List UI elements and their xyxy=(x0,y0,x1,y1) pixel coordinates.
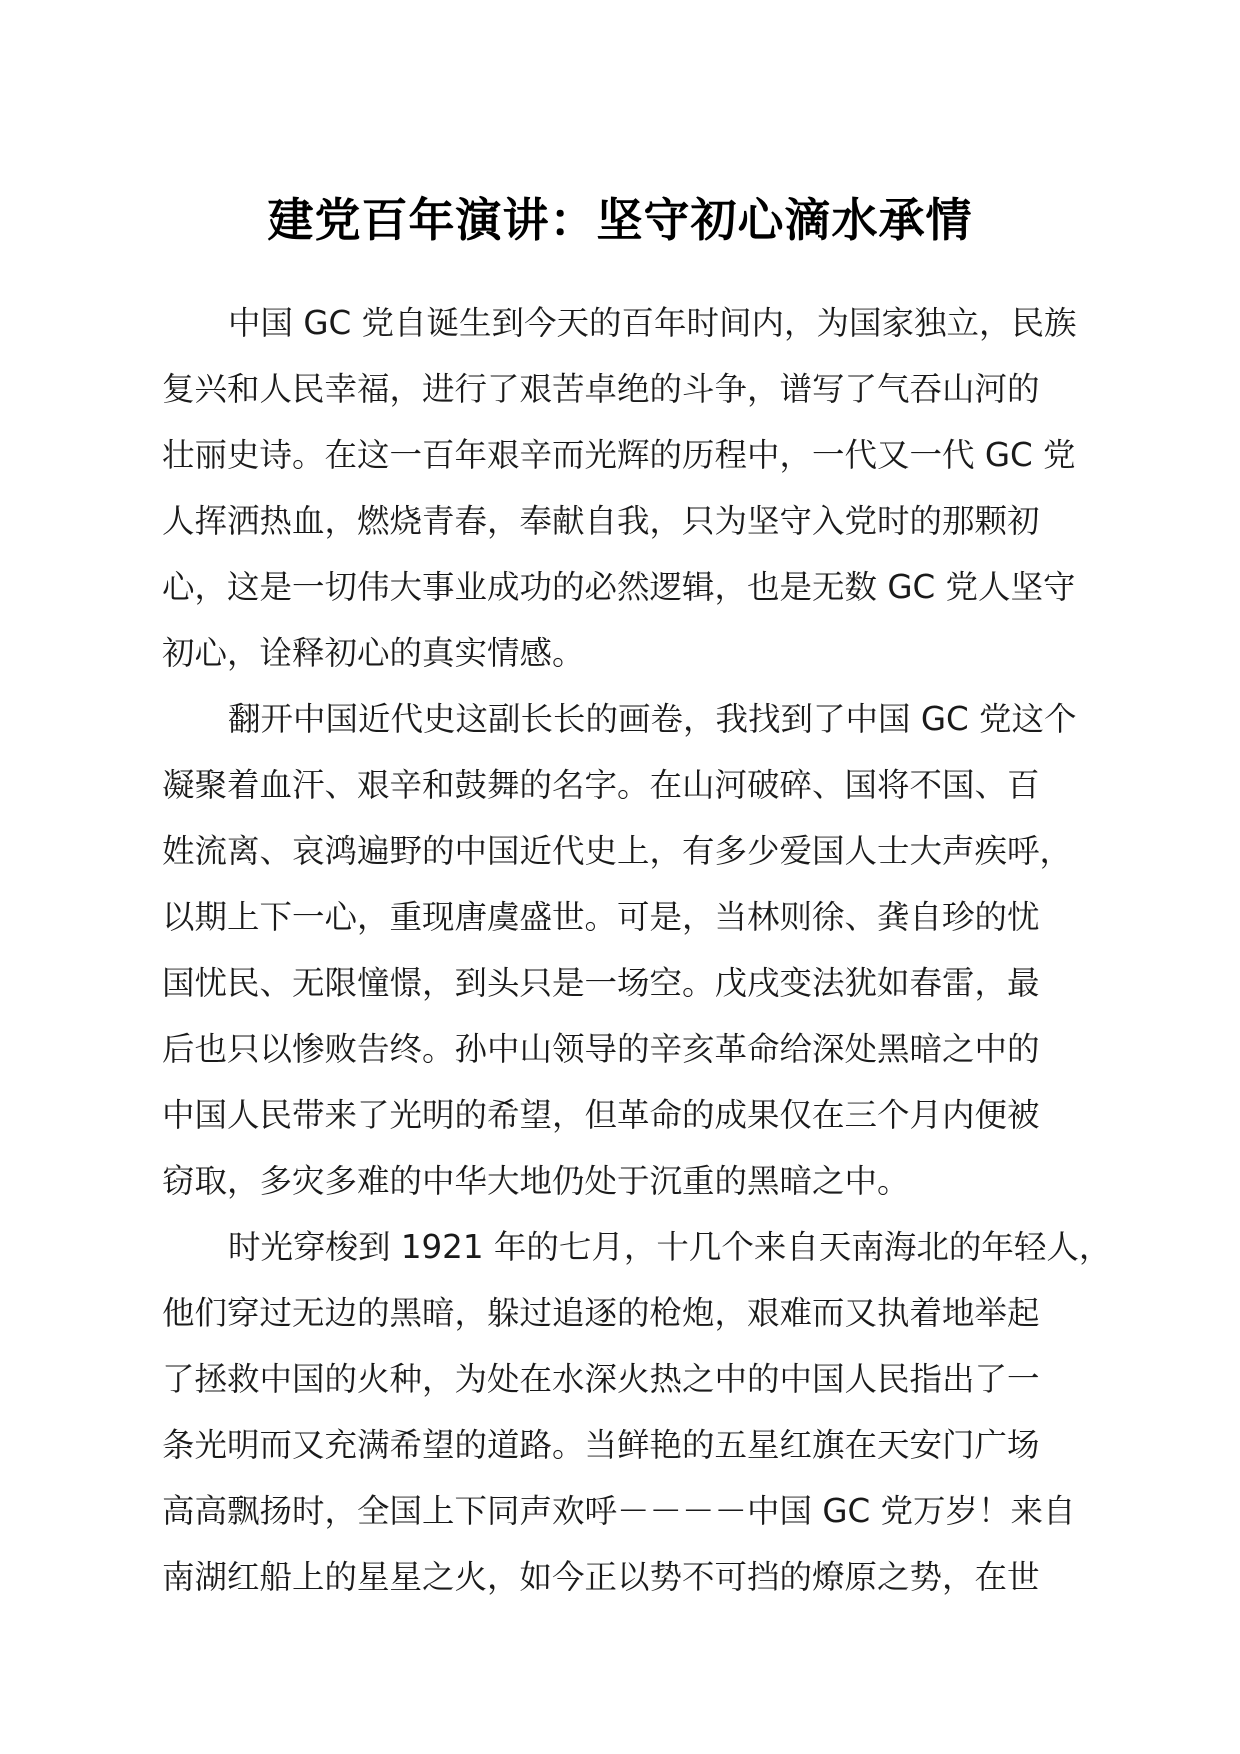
paragraph-2-line-2: 凝聚着血汗、艰辛和鼓舞的名字。在山河破碎、国将不国、百 xyxy=(162,766,1040,804)
paragraph-3-line-5: 高高飘扬时，全国上下同声欢呼－－－－中国 GC 党万岁！来自 xyxy=(162,1492,1076,1530)
paragraph-2-line-7: 中国人民带来了光明的希望，但革命的成果仅在三个月内便被 xyxy=(162,1096,1040,1134)
paragraph-2-line-5: 国忧民、无限憧憬，到头只是一场空。戊戌变法犹如春雷，最 xyxy=(162,964,1040,1002)
document-title: 建党百年演讲：坚守初心滴水承情 xyxy=(267,193,973,247)
paragraph-3-line-6: 南湖红船上的星星之火，如今正以势不可挡的燎原之势，在世 xyxy=(162,1558,1040,1596)
paragraph-3-line-4: 条光明而又充满希望的道路。当鲜艳的五星红旗在天安门广场 xyxy=(162,1426,1040,1464)
paragraph-2-line-4: 以期上下一心，重现唐虞盛世。可是，当林则徐、龚自珍的忧 xyxy=(162,898,1040,936)
paragraph-2-line-3: 姓流离、哀鸿遍野的中国近代史上，有多少爱国人士大声疾呼， xyxy=(162,832,1073,870)
document-body xyxy=(162,290,1122,1610)
paragraph-3-line-3: 了拯救中国的火种，为处在水深火热之中的中国人民指出了一 xyxy=(162,1360,1040,1398)
paragraph-1-line-1: 中国 GC 党自诞生到今天的百年时间内，为国家独立，民族 xyxy=(228,304,1077,342)
paragraph-2-line-1: 翻开中国近代史这副长长的画卷，我找到了中国 GC 党这个 xyxy=(228,700,1077,738)
paragraph-3-line-1: 时光穿梭到 1921 年的七月，十几个来自天南海北的年轻人， xyxy=(228,1228,1112,1266)
paragraph-1-line-3: 壮丽史诗。在这一百年艰辛而光辉的历程中，一代又一代 GC 党 xyxy=(162,436,1076,474)
paragraph-1-line-4: 人挥洒热血，燃烧青春，奉献自我，只为坚守入党时的那颗初 xyxy=(162,502,1040,540)
paragraph-1-line-5: 心，这是一切伟大事业成功的必然逻辑，也是无数 GC 党人坚守 xyxy=(162,568,1076,606)
paragraph-3-line-2: 他们穿过无边的黑暗，躲过追逐的枪炮，艰难而又执着地举起 xyxy=(162,1294,1040,1332)
paragraph-2-line-8: 窃取，多灾多难的中华大地仍处于沉重的黑暗之中。 xyxy=(162,1162,910,1200)
paragraph-1-line-6: 初心，诠释初心的真实情感。 xyxy=(162,634,585,672)
paragraph-2-line-6: 后也只以惨败告终。孙中山领导的辛亥革命给深处黑暗之中的 xyxy=(162,1030,1040,1068)
paragraph-1-line-2: 复兴和人民幸福，进行了艰苦卓绝的斗争，谱写了气吞山河的 xyxy=(162,370,1040,408)
